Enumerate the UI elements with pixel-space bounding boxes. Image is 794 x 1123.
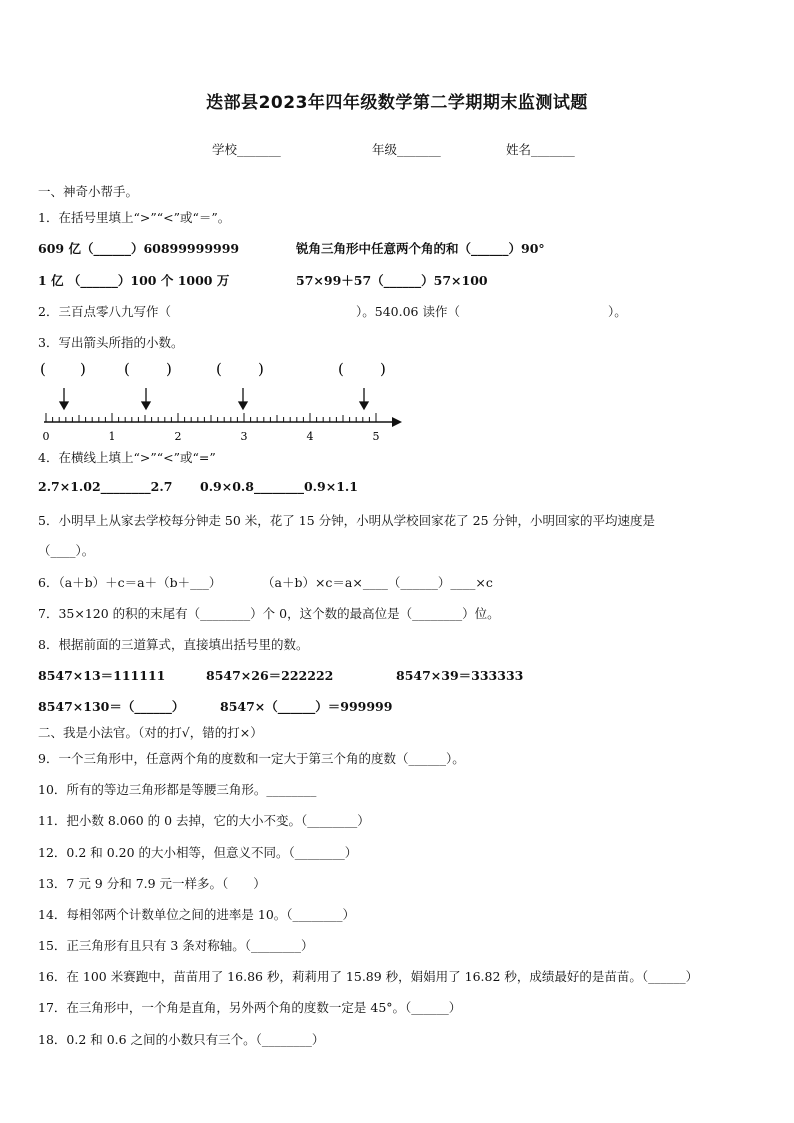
question-6b: （a＋b）×c＝a×____（______）____×c [262, 575, 493, 590]
bracket-close-4: ) [380, 360, 386, 378]
question-15: 15．正三角形有且只有 3 条对称轴。（________） [38, 938, 314, 953]
arrow-1-head [60, 402, 68, 409]
arrow-3-head [239, 402, 247, 409]
arrows [60, 388, 368, 409]
section1-heading: 一、神奇小帮手。 [38, 184, 139, 199]
question-8a: 8547×13＝111111 [38, 668, 166, 683]
question-4b: 0.9×0.8________0.9×1.1 [200, 479, 358, 494]
bracket-close-3: ) [258, 360, 264, 378]
number-line-figure [36, 356, 408, 444]
question-9: 9．一个三角形中，任意两个角的度数和一定大于第三个角的度数（______）。 [38, 751, 465, 766]
tick-label-3: 3 [240, 430, 248, 443]
question-13: 13．7 元 9 分和 7.9 元一样多。（ ） [38, 876, 266, 891]
question-2-part2: ）。540.06 读作（ [356, 304, 460, 319]
axis-arrowhead [392, 417, 402, 427]
grade-field[interactable]: 年级_______ [372, 142, 441, 157]
tick-label-1: 1 [108, 430, 116, 443]
tick-label-0: 0 [42, 430, 50, 443]
bracket-close-1: ) [80, 360, 86, 378]
question-18: 18．0.2 和 0.6 之间的小数只有三个。（________） [38, 1032, 325, 1047]
bracket-open-1: ( [40, 360, 46, 378]
question-5-line1: 5．小明早上从家去学校每分钟走 50 米，花了 15 分钟，小明从学校回家花了 25 分钟，小明回家的平均速度是 [38, 513, 656, 528]
question-6a: 6．（a＋b）＋c＝a＋（b＋___） [38, 575, 222, 590]
question-3-text: 3．写出箭头所指的小数。 [38, 335, 184, 350]
question-4a: 2.7×1.02________2.7 [38, 479, 173, 494]
school-field[interactable]: 学校_______ [212, 142, 281, 157]
axis-ticks [46, 413, 376, 422]
question-8b: 8547×26＝222222 [206, 668, 334, 683]
bracket-close-2: ) [166, 360, 172, 378]
question-2-part1: 2．三百点零八九写作（ [38, 304, 171, 319]
bracket-open-2: ( [124, 360, 130, 378]
question-5-line2: （____）。 [38, 543, 95, 558]
question-16: 16．在 100 米赛跑中，苗苗用了 16.86 秒，莉莉用了 15.89 秒，娟娟用了 16.82 秒，成绩最好的是苗苗。（______） [38, 969, 699, 984]
question-1d: 57×99＋57（______）57×100 [296, 273, 488, 288]
question-1c: 1 亿 （______）100 个 1000 万 [38, 273, 230, 288]
question-1-text: 1．在括号里填上“>”“<”或“＝”。 [38, 210, 231, 225]
question-4-text: 4．在横线上填上“>”“<”或“=” [38, 450, 216, 465]
arrow-4-head [360, 402, 368, 409]
bracket-open-3: ( [216, 360, 222, 378]
question-17: 17．在三角形中，一个角是直角，另外两个角的度数一定是 45°。（______） [38, 1000, 462, 1015]
name-field[interactable]: 姓名_______ [506, 142, 575, 157]
bracket-open-4: ( [338, 360, 344, 378]
tick-label-5: 5 [372, 430, 380, 443]
page-title: 迭部县2023年四年级数学第二学期期末监测试题 [206, 93, 588, 113]
question-14: 14．每相邻两个计数单位之间的进率是 10。（________） [38, 907, 356, 922]
tick-label-4: 4 [306, 430, 314, 443]
section2-heading: 二、我是小法官。（对的打√，错的打×） [38, 725, 263, 740]
question-8-text: 8．根据前面的三道算式，直接填出括号里的数。 [38, 637, 309, 652]
question-2-part3: ）。 [608, 304, 627, 319]
question-8c: 8547×39＝333333 [396, 668, 524, 683]
question-1b: 锐角三角形中任意两个角的和（______）90° [296, 241, 545, 256]
question-7: 7．35×120 的积的末尾有（________）个 0，这个数的最高位是（________）位。 [38, 606, 500, 621]
arrow-2-head [142, 402, 150, 409]
question-8e: 8547×（______）＝999999 [220, 699, 393, 714]
question-8d: 8547×130＝（______） [38, 699, 185, 714]
question-12: 12．0.2 和 0.20 的大小相等，但意义不同。（________） [38, 845, 358, 860]
question-10: 10．所有的等边三角形都是等腰三角形。________ [38, 782, 317, 797]
question-11: 11．把小数 8.060 的 0 去掉，它的大小不变。（________） [38, 813, 370, 828]
question-1a: 609 亿（______）60899999999 [38, 241, 240, 256]
tick-label-2: 2 [174, 430, 182, 443]
